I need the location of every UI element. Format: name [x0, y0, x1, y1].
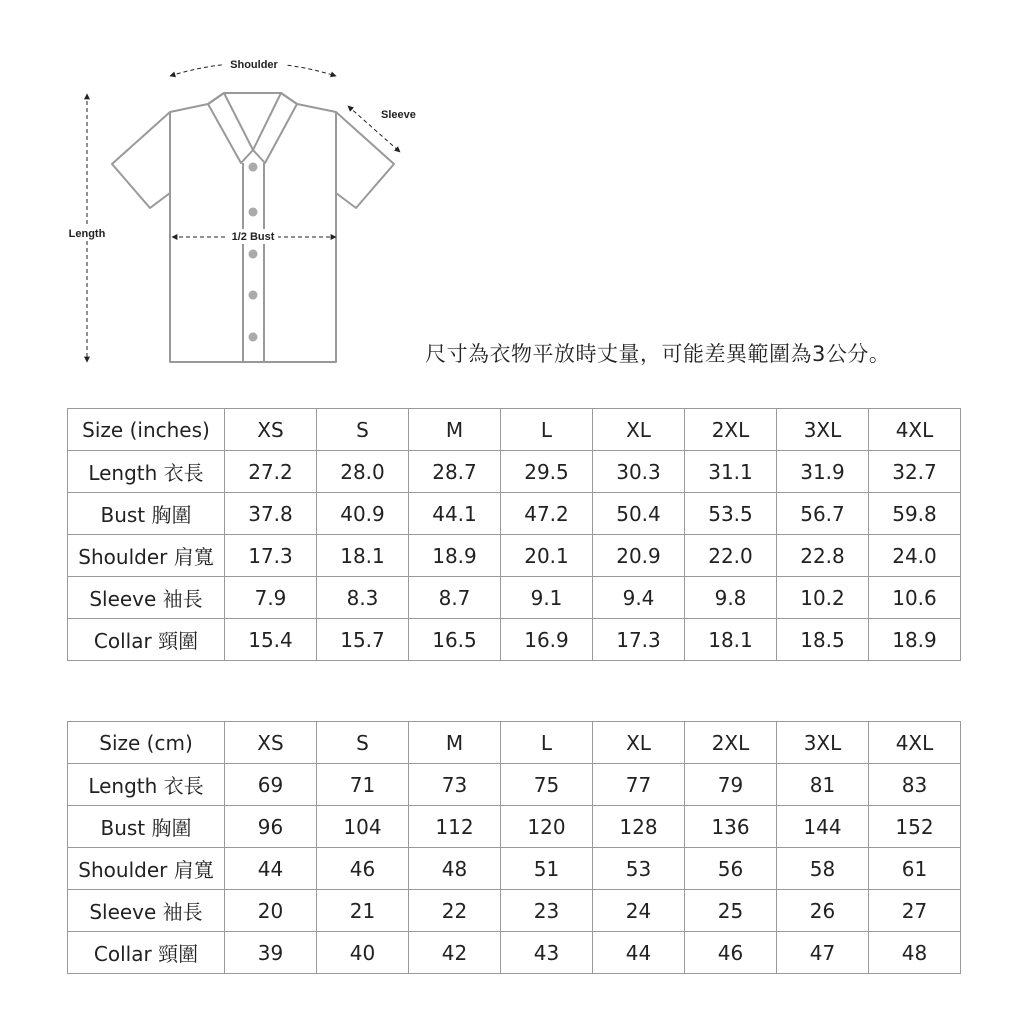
table-cell: 24.0 [869, 535, 961, 577]
table-cell: 61 [869, 848, 961, 890]
table-row [68, 764, 961, 806]
table-header-cell: XL [593, 722, 685, 764]
row-label-cell: Sleeve 袖長 [68, 577, 225, 619]
table-cell: 79 [685, 764, 777, 806]
table-cell: 20.1 [501, 535, 593, 577]
table-cell: 18.1 [685, 619, 777, 661]
table-cell: 152 [869, 806, 961, 848]
table-header-cell: 3XL [777, 722, 869, 764]
table-row [68, 619, 961, 661]
shirt-button [249, 291, 258, 300]
table-cell: 83 [869, 764, 961, 806]
table-cell: 24 [593, 890, 685, 932]
shirt-button [249, 250, 258, 259]
table-cell: 120 [501, 806, 593, 848]
table-header-cell: 3XL [777, 409, 869, 451]
table-cell: 15.7 [317, 619, 409, 661]
table-cell: 18.1 [317, 535, 409, 577]
table-cell: 48 [409, 848, 501, 890]
table-cell: 8.7 [409, 577, 501, 619]
table-cell: 10.6 [869, 577, 961, 619]
row-label-cell: Bust 胸圍 [68, 806, 225, 848]
table-cell: 8.3 [317, 577, 409, 619]
table-cell: 18.9 [409, 535, 501, 577]
table-cell: 16.5 [409, 619, 501, 661]
size-table-inches [67, 408, 961, 661]
row-label-cell: Collar 頸圍 [68, 619, 225, 661]
table-cell: 47 [777, 932, 869, 974]
row-label-cell: Bust 胸圍 [68, 493, 225, 535]
table-cell: 144 [777, 806, 869, 848]
table-cell: 53 [593, 848, 685, 890]
table-header-row [68, 722, 961, 764]
table-cell: 27.2 [225, 451, 317, 493]
row-label-cell: Length 衣長 [68, 764, 225, 806]
sleeve-label: Sleeve [381, 109, 416, 121]
table-row [68, 932, 961, 974]
table-cell: 44 [593, 932, 685, 974]
table-cell: 29.5 [501, 451, 593, 493]
table-cell: 128 [593, 806, 685, 848]
table-cell: 44.1 [409, 493, 501, 535]
table-cell: 75 [501, 764, 593, 806]
shirt-button [249, 333, 258, 342]
measurement-note: 尺寸為衣物平放時丈量，可能差異範圍為3公分。 [425, 342, 891, 366]
table-cell: 17.3 [225, 535, 317, 577]
table-cell: 73 [409, 764, 501, 806]
shirt-diagram [0, 0, 480, 380]
table-cell: 71 [317, 764, 409, 806]
bust-label: 1/2 Bust [231, 231, 275, 243]
table-cell: 28.7 [409, 451, 501, 493]
row-label-cell: Shoulder 肩寬 [68, 848, 225, 890]
table-cell: 44 [225, 848, 317, 890]
table-cell: 56 [685, 848, 777, 890]
table-header-cell: 4XL [869, 722, 961, 764]
row-label-cell: Shoulder 肩寬 [68, 535, 225, 577]
table-cell: 37.8 [225, 493, 317, 535]
shirt-outline [112, 93, 394, 362]
table-cell: 20.9 [593, 535, 685, 577]
table-cell: 69 [225, 764, 317, 806]
table-header-cell: Size (cm) [68, 722, 225, 764]
table-cell: 46 [685, 932, 777, 974]
row-label-cell: Collar 頸圍 [68, 932, 225, 974]
table-cell: 28.0 [317, 451, 409, 493]
table-cell: 48 [869, 932, 961, 974]
table-row [68, 848, 961, 890]
table-header-cell: L [501, 409, 593, 451]
table-cell: 9.4 [593, 577, 685, 619]
table-cell: 21 [317, 890, 409, 932]
table-cell: 9.8 [685, 577, 777, 619]
table-row [68, 535, 961, 577]
row-label-cell: Sleeve 袖長 [68, 890, 225, 932]
table-cell: 32.7 [869, 451, 961, 493]
table-row [68, 806, 961, 848]
table-cell: 96 [225, 806, 317, 848]
table-cell: 39 [225, 932, 317, 974]
table-cell: 31.1 [685, 451, 777, 493]
table-cell: 15.4 [225, 619, 317, 661]
table-cell: 7.9 [225, 577, 317, 619]
table-cell: 16.9 [501, 619, 593, 661]
table-cell: 18.5 [777, 619, 869, 661]
table-header-cell: S [317, 409, 409, 451]
table-cell: 31.9 [777, 451, 869, 493]
table-row [68, 451, 961, 493]
table-cell: 10.2 [777, 577, 869, 619]
table-header-cell: 2XL [685, 409, 777, 451]
shirt-button [249, 163, 258, 172]
table-cell: 136 [685, 806, 777, 848]
table-cell: 42 [409, 932, 501, 974]
table-cell: 58 [777, 848, 869, 890]
table-row [68, 493, 961, 535]
table-cell: 77 [593, 764, 685, 806]
table-cell: 22.8 [777, 535, 869, 577]
table-header-cell: XS [225, 722, 317, 764]
table-header-cell: S [317, 722, 409, 764]
size-table-cm [67, 721, 961, 974]
table-cell: 50.4 [593, 493, 685, 535]
table-cell: 20 [225, 890, 317, 932]
table-header-cell: 2XL [685, 722, 777, 764]
shoulder-label: Shoulder [230, 59, 278, 71]
table-cell: 22 [409, 890, 501, 932]
table-header-cell: L [501, 722, 593, 764]
table-header-cell: XS [225, 409, 317, 451]
table-cell: 9.1 [501, 577, 593, 619]
row-label-cell: Length 衣長 [68, 451, 225, 493]
shirt-buttons [249, 163, 258, 342]
table-cell: 22.0 [685, 535, 777, 577]
table-cell: 53.5 [685, 493, 777, 535]
table-cell: 40 [317, 932, 409, 974]
table-cell: 17.3 [593, 619, 685, 661]
table-header-cell: XL [593, 409, 685, 451]
table-row [68, 577, 961, 619]
table-cell: 47.2 [501, 493, 593, 535]
table-cell: 59.8 [869, 493, 961, 535]
shirt-button [249, 208, 258, 217]
table-cell: 25 [685, 890, 777, 932]
table-header-cell: M [409, 722, 501, 764]
table-header-cell: M [409, 409, 501, 451]
table-cell: 18.9 [869, 619, 961, 661]
table-cell: 81 [777, 764, 869, 806]
table-header-row [68, 409, 961, 451]
table-cell: 104 [317, 806, 409, 848]
table-cell: 30.3 [593, 451, 685, 493]
table-row [68, 890, 961, 932]
table-cell: 27 [869, 890, 961, 932]
table-cell: 112 [409, 806, 501, 848]
table-cell: 40.9 [317, 493, 409, 535]
table-cell: 51 [501, 848, 593, 890]
table-header-cell: 4XL [869, 409, 961, 451]
table-header-cell: Size (inches) [68, 409, 225, 451]
table-cell: 56.7 [777, 493, 869, 535]
table-cell: 23 [501, 890, 593, 932]
table-cell: 46 [317, 848, 409, 890]
table-cell: 43 [501, 932, 593, 974]
length-label: Length [68, 228, 106, 240]
table-cell: 26 [777, 890, 869, 932]
